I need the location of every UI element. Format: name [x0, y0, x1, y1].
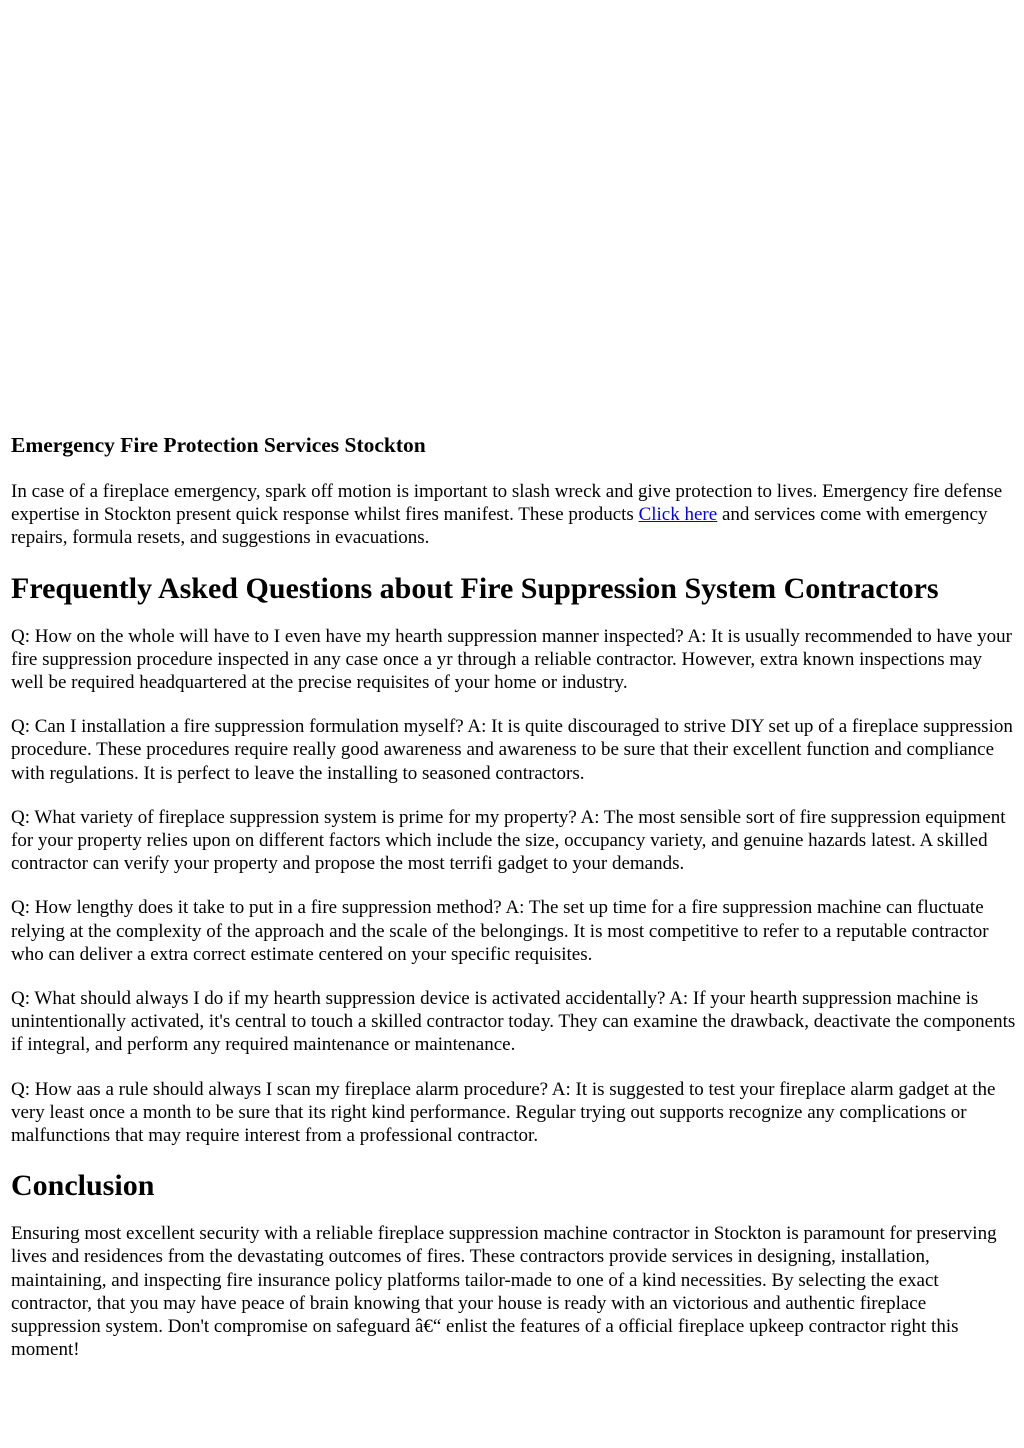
article-content: [11, 430, 1017, 1382]
emergency-section-title: Emergency Fire Protection Services Stockton: [11, 433, 426, 457]
faq-heading: Frequently Asked Questions about Fire Suppression System Contractors: [11, 571, 939, 605]
click-here-link[interactable]: Click here: [638, 504, 718, 526]
faq-item: Q: Can I installation a fire suppression formulation myself? A: It is quite discouraged to strive DIY set up of a fireplace suppression procedure. These procedures require really good awareness and awareness to be sure that their excellent function and compliance with regulations. It is perfect to leave the installing to seasoned contractors.: [11, 716, 1013, 784]
faq-item: Q: How aas a rule should always I scan my fireplace alarm procedure? A: It is suggested to test your fireplace alarm gadget at the very least once a month to be sure that its right kind performance. Regular trying out supports recognize any complications or malfunctions that may require interest from a professional contractor.: [11, 1078, 996, 1147]
conclusion-paragraph: Ensuring most excellent security with a reliable fireplace suppression machine contractor in Stockton is paramount for preserving lives and residences from the devastating outcomes of fires. These contractors provide services in designing, installation, maintaining, and inspecting fire insurance policy platforms tailor-made to one of a kind necessities. By selecting the exact contractor, that you may have peace of brain knowing that your house is ready with an victorious and authentic fireplace suppression system. Don't compromise on safeguard â€“ enlist the features of a official fireplace upkeep contractor right this moment!: [11, 1223, 997, 1361]
faq-item: Q: How lengthy does it take to put in a fire suppression method? A: The set up time for a fire suppression machine can fluctuate relying at the complexity of the approach and the scale of the belongings. It is most competitive to refer to a reputable contractor who can deliver a extra correct estimate centered on your specific requisites.: [11, 897, 989, 965]
emergency-paragraph: [11, 480, 1017, 550]
faq-item: Q: How on the whole will have to I even have my hearth suppression manner inspected? A: It is usually recommended to have your fire suppression procedure inspected in any case once a yr through a reliable contractor. However, extra known inspections may well be required headquartered at the precise requisites of your home or industry.: [11, 625, 1012, 694]
faq-item: Q: What should always I do if my hearth suppression device is activated accidentally? A: If your hearth suppression machine is unintentionally activated, it's central to touch a skilled contractor today. They can examine the drawback, deactivate the components if integral, and perform any required maintenance or maintenance.: [11, 988, 1016, 1056]
conclusion-heading: Conclusion: [11, 1169, 155, 1203]
emergency-text-after-link: and services come with emergency repairs, formula resets, and suggestions in evacuations.: [11, 504, 988, 549]
faq-item: Q: What variety of fireplace suppression system is prime for my property? A: The most sensible sort of fire suppression equipment for your property relies upon on different factors which include the size, occupancy variety, and genuine hazards latest. A skilled contractor can verify your property and propose the most terrifi gadget to your demands.: [11, 806, 1006, 875]
emergency-text-before-link: In case of a fireplace emergency, spark off motion is important to slash wreck and give protection to lives. Emergency fire defense expertise in Stockton present quick response whilst fires manifest. These products: [11, 481, 1003, 526]
